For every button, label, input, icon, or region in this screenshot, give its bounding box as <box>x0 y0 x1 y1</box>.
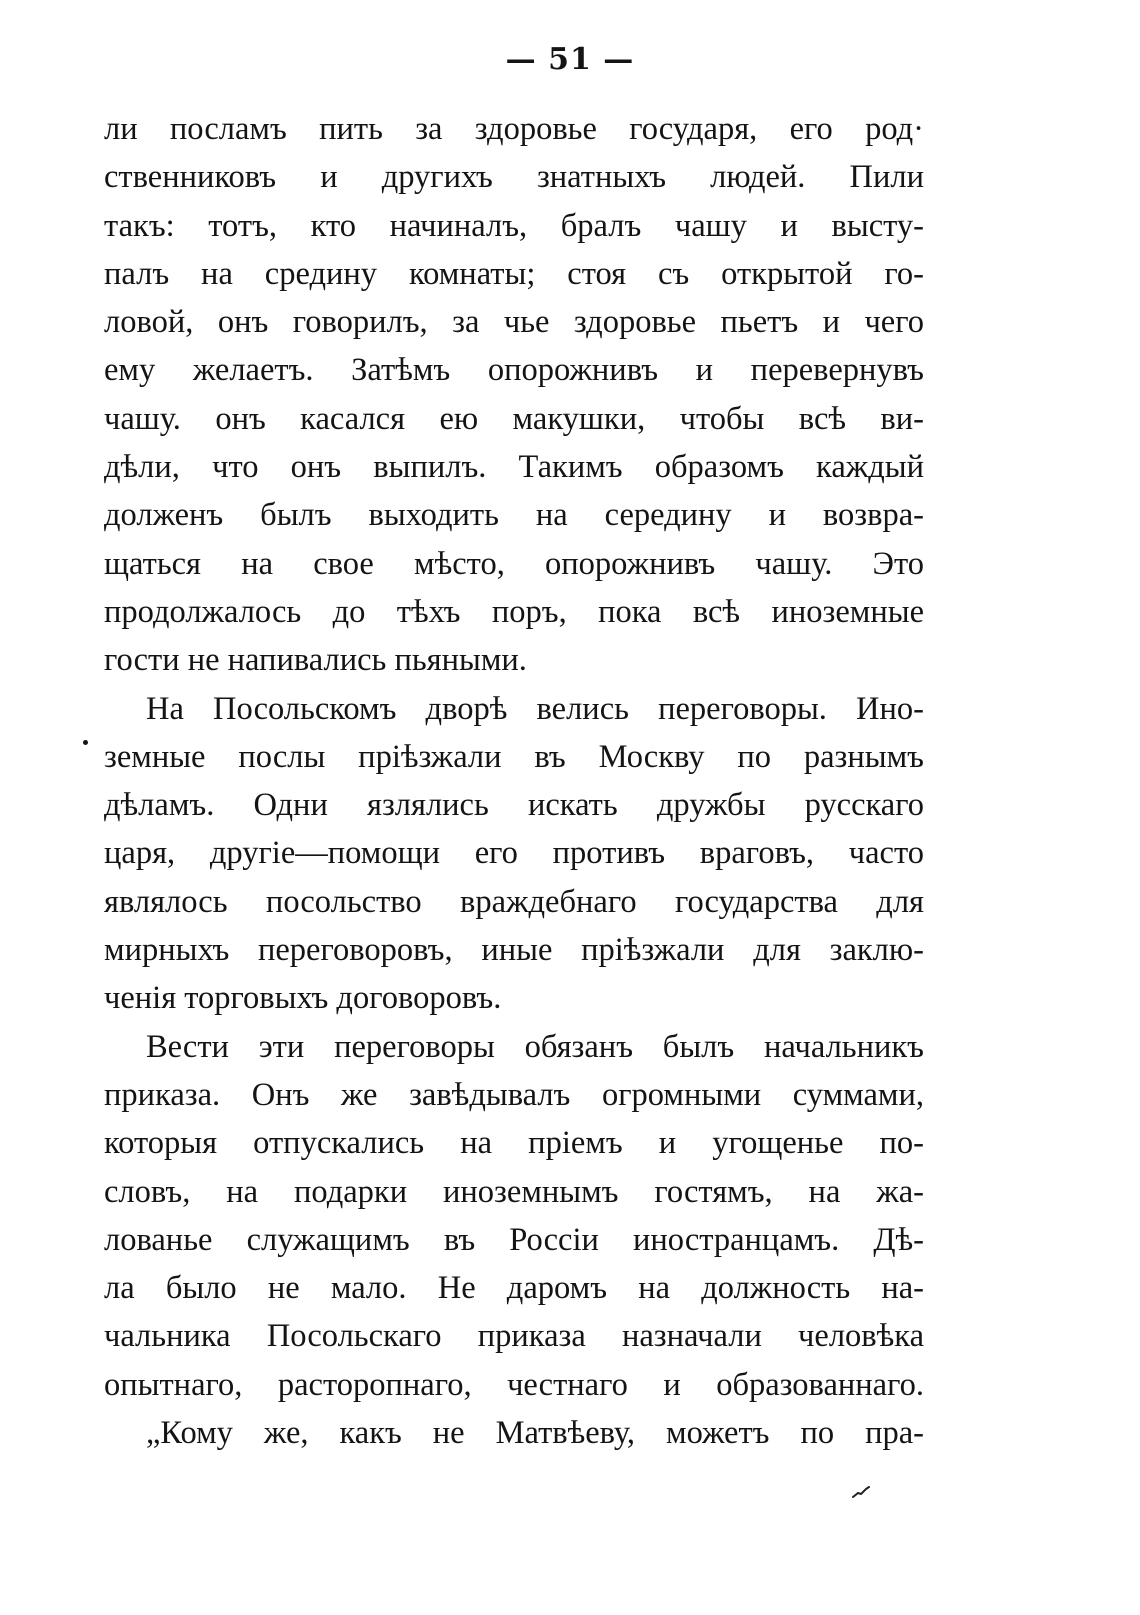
page-number: — 51 — <box>505 42 635 77</box>
ink-smudge-icon <box>852 1486 870 1498</box>
text-line: чальника Посольскаго приказа назначали человѣка <box>104 1318 924 1355</box>
text-line: земные послы пріѣзжали въ Москву по разнымъ <box>104 738 924 775</box>
text-line: такъ: тотъ, кто начиналъ, бралъ чашу и высту- <box>104 207 924 244</box>
text-line: ла было не мало. Не даромъ на должность на- <box>104 1270 924 1307</box>
text-line: ченія торговыхъ договоровъ. <box>104 980 502 1017</box>
text-line: чашу. онъ касался ею макушки, чтобы всѣ ви- <box>104 400 924 437</box>
text-line: гости не напивались пьяными. <box>104 642 527 679</box>
margin-dot <box>83 740 88 745</box>
text-line: ловой, онъ говорилъ, за чье здоровье пьетъ и чего <box>104 304 924 341</box>
text-line: являлось посольство враждебнаго государства для <box>104 883 924 920</box>
text-line: словъ, на подарки иноземнымъ гостямъ, на жа- <box>104 1173 924 1210</box>
text-line: мирныхъ переговоровъ, иные пріѣзжали для заклю- <box>104 932 924 969</box>
text-line: лованье служащимъ въ Россіи иностранцамъ. Дѣ- <box>104 1221 924 1258</box>
text-line: На Посольскомъ дворѣ велись переговоры. Ино- <box>146 690 924 727</box>
text-line: царя, другіе—помощи его противъ враговъ, часто <box>104 835 924 872</box>
body-text <box>104 105 924 1457</box>
text-line: опытнаго, расторопнаго, честнаго и образованнаго. <box>104 1366 924 1403</box>
text-line: долженъ былъ выходить на середину и возвра- <box>104 497 924 534</box>
text-line: которыя отпускались на пріемъ и угощенье по- <box>104 1125 924 1162</box>
text-line: Вести эти переговоры обязанъ былъ начальникъ <box>146 1028 924 1065</box>
text-line: ему желаетъ. Затѣмъ опорожнивъ и перевернувъ <box>104 352 924 389</box>
text-line: ли посламъ пить за здоровье государя, его род· <box>104 111 924 147</box>
text-line: приказа. Онъ же завѣдывалъ огромными суммами, <box>104 1076 924 1113</box>
text-line: „Кому же, какъ не Матвѣеву, можетъ по пра- <box>146 1415 924 1452</box>
text-line: ственниковъ и другихъ знатныхъ людей. Пили <box>104 159 924 196</box>
text-line: палъ на средину комнаты; стоя съ открытой го- <box>104 255 924 292</box>
text-line: продолжалось до тѣхъ поръ, пока всѣ иноземные <box>104 593 924 630</box>
text-line: дѣламъ. Одни язлялись искать дружбы русскаго <box>104 787 924 824</box>
text-line: щаться на свое мѣсто, опорожнивъ чашу. Это <box>104 545 924 582</box>
text-line: дѣли, что онъ выпилъ. Такимъ образомъ каждый <box>104 449 924 486</box>
